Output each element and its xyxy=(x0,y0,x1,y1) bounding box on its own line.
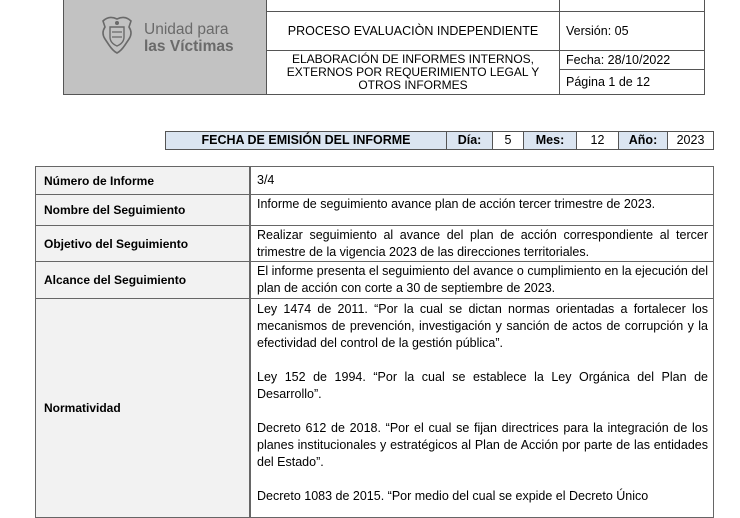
day-label: Día: xyxy=(446,131,493,150)
year-value: 2023 xyxy=(667,131,714,150)
tracking-scope-value: El informe presenta el seguimiento del avance o cumplimiento en la ejecución del plan de acción con corte a 30 de septiembre de 2023. xyxy=(250,261,714,299)
version-cell: Versión: 05 xyxy=(559,11,705,51)
year-label: Año: xyxy=(618,131,668,150)
process-name: PROCESO EVALUACIÒN INDEPENDIENTE xyxy=(266,11,560,51)
day-value: 5 xyxy=(492,131,524,150)
tracking-name-label: Nombre del Seguimiento xyxy=(35,194,250,226)
tracking-objective-label: Objetivo del Seguimiento xyxy=(35,225,250,262)
tracking-name-value: Informe de seguimiento avance plan de acción tercer trimestre de 2023. xyxy=(250,194,714,226)
regulations-value xyxy=(250,298,714,518)
emission-date-label: FECHA DE EMISIÓN DEL INFORME xyxy=(165,131,447,150)
logo-text: Unidad para las Víctimas xyxy=(144,21,234,55)
coat-of-arms-icon xyxy=(99,15,135,55)
regulation-item: Decreto 612 de 2018. “Por el cual se fijan directrices para la integración de los planes institucionales y estratégicos al Plan de Acción por parte de las entidades del Estado”. xyxy=(257,421,708,469)
regulation-item: Ley 1474 de 2011. “Por la cual se dictan normas orientadas a fortalecer los mecanismos de prevención, investigación y sanción de actos de corrupción y la efectividad del control de la gestión pública”. xyxy=(257,302,708,350)
date-cell: Fecha: 28/10/2022 xyxy=(559,50,705,70)
regulation-item: Decreto 1083 de 2015. “Por medio del cual se expide el Decreto Único xyxy=(257,489,649,503)
document-title: ELABORACIÓN DE INFORMES INTERNOS, EXTERNOS POR REQUERIMIENTO LEGAL Y OTROS INFORMES xyxy=(266,50,560,95)
page-number-cell: Página 1 de 12 xyxy=(559,69,705,95)
report-number-value: 3/4 xyxy=(250,166,714,195)
month-value: 12 xyxy=(576,131,619,150)
tracking-objective-value: Realizar seguimiento al avance del plan de acción correspondiente al tercer trimestre de la vigencia 2023 de las direcciones territoriales. xyxy=(250,225,714,262)
logo-cell xyxy=(63,0,267,95)
month-label: Mes: xyxy=(523,131,577,150)
report-number-label: Número de Informe xyxy=(35,166,250,195)
regulations-label: Normatividad xyxy=(35,298,250,518)
regulation-item: Ley 152 de 1994. “Por la cual se establece la Ley Orgánica del Plan de Desarrollo”. xyxy=(257,370,708,401)
tracking-scope-label: Alcance del Seguimiento xyxy=(35,261,250,299)
